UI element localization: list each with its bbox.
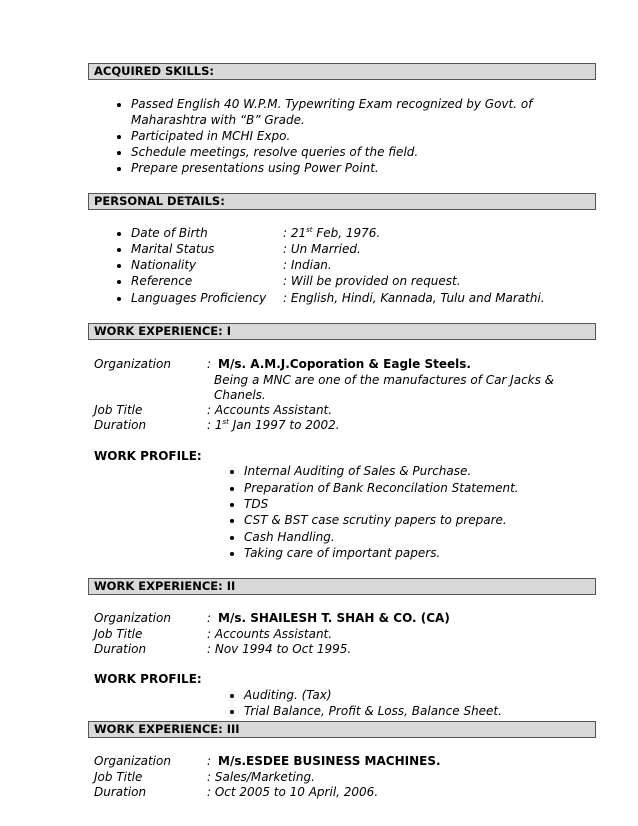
work1-organization-description: Being a MNC are one of the manufactures of Car Jacks & <box>214 373 555 387</box>
work1-duration-value: : 1st Jan 1997 to 2002. <box>207 418 340 432</box>
personal-label-marital: Marital Status <box>131 242 215 256</box>
work2-job-title-label: Job Title <box>94 627 143 641</box>
work1-profile-item: Taking care of important papers. <box>244 546 441 560</box>
section-header-work-experience-2: WORK EXPERIENCE: II <box>88 578 596 595</box>
personal-value-languages: : English, Hindi, Kannada, Tulu and Marathi. <box>283 291 545 305</box>
work1-profile-item: Cash Handling. <box>244 530 335 544</box>
work2-job-title-value: : Accounts Assistant. <box>207 627 333 641</box>
work1-organization-colon: : <box>207 357 212 371</box>
work1-organization-description-cont: Chanels. <box>214 388 266 402</box>
skill-item: Prepare presentations using Power Point. <box>131 161 379 175</box>
work2-organization-label: Organization <box>94 611 171 625</box>
work2-profile-item: Trial Balance, Profit & Loss, Balance Sheet. <box>244 704 502 718</box>
section-header-acquired-skills: ACQUIRED SKILLS: <box>88 63 596 80</box>
work1-profile-item: Preparation of Bank Reconcilation Statement. <box>244 481 519 495</box>
personal-value-nationality: : Indian. <box>283 258 332 272</box>
section-header-work-experience-3: WORK EXPERIENCE: III <box>88 721 596 738</box>
work3-duration-value: : Oct 2005 to 10 April, 2006. <box>207 785 379 799</box>
work1-profile-item: TDS <box>244 497 269 511</box>
work1-profile-item: Internal Auditing of Sales & Purchase. <box>244 464 472 478</box>
skill-item: Participated in MCHI Expo. <box>131 129 291 143</box>
work1-organization-label: Organization <box>94 357 171 371</box>
work1-organization-name: M/s. A.M.J.Coporation & Eagle Steels. <box>218 357 471 371</box>
work1-job-title-value: : Accounts Assistant. <box>207 403 333 417</box>
work2-organization-colon: : <box>207 611 212 625</box>
work2-profile-item: Auditing. (Tax) <box>244 688 332 702</box>
personal-value-dob: : 21st Feb, 1976. <box>283 226 381 240</box>
work3-job-title-label: Job Title <box>94 770 143 784</box>
work1-duration-label: Duration <box>94 418 147 432</box>
personal-label-dob: Date of Birth <box>131 226 208 240</box>
skill-item: Passed English 40 W.P.M. Typewriting Exam recognized by Govt. of <box>131 97 533 111</box>
work1-profile-item: CST & BST case scrutiny papers to prepare. <box>244 513 507 527</box>
work3-organization-label: Organization <box>94 754 171 768</box>
work1-profile-label: WORK PROFILE: <box>94 449 202 463</box>
skill-item-continuation: Maharashtra with “B” Grade. <box>131 113 305 127</box>
work3-organization-colon: : <box>207 754 212 768</box>
work2-profile-label: WORK PROFILE: <box>94 672 202 686</box>
work2-organization-name: M/s. SHAILESH T. SHAH & CO. (CA) <box>218 611 450 625</box>
work2-duration-value: : Nov 1994 to Oct 1995. <box>207 642 352 656</box>
personal-label-nationality: Nationality <box>131 258 197 272</box>
personal-label-reference: Reference <box>131 274 193 288</box>
personal-value-reference: : Will be provided on request. <box>283 274 461 288</box>
work2-duration-label: Duration <box>94 642 147 656</box>
work3-duration-label: Duration <box>94 785 147 799</box>
skill-item: Schedule meetings, resolve queries of the field. <box>131 145 419 159</box>
work3-job-title-value: : Sales/Marketing. <box>207 770 315 784</box>
work3-organization-name: M/s.ESDEE BUSINESS MACHINES. <box>218 754 441 768</box>
section-header-work-experience-1: WORK EXPERIENCE: I <box>88 323 596 340</box>
section-header-personal-details: PERSONAL DETAILS: <box>88 193 596 210</box>
personal-value-marital: : Un Married. <box>283 242 361 256</box>
personal-label-languages: Languages Proficiency <box>131 291 267 305</box>
work1-job-title-label: Job Title <box>94 403 143 417</box>
